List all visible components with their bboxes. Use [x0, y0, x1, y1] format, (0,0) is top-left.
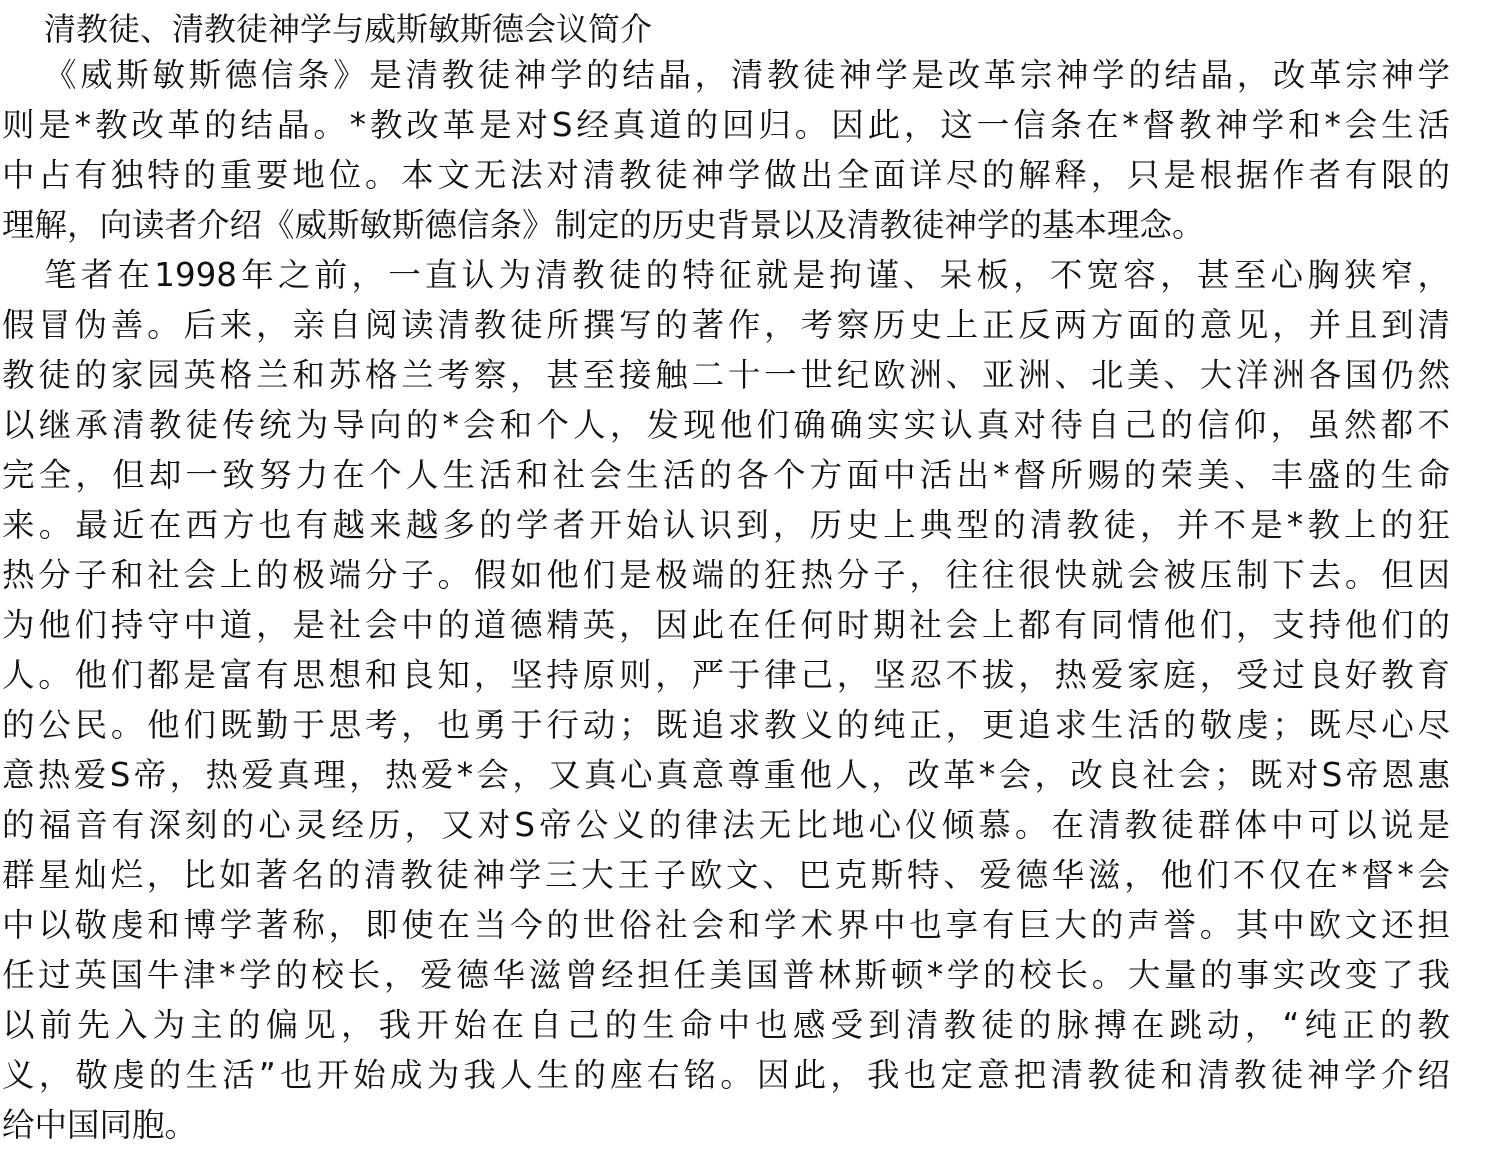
paragraph-line: 《威斯敏斯德信条》是清教徒神学的结晶，清教徒神学是改革宗神学的结晶，改革宗神学: [44, 56, 1450, 94]
paragraph-line: 来。最近在西方也有越来越多的学者开始认识到，历史上典型的清教徒，并不是*教上的狂: [2, 506, 1450, 544]
paragraph-line: 意热爱S帝，热爱真理，热爱*会，又真心真意尊重他人，改革*会，改良社会；既对S帝恩惠: [2, 756, 1450, 794]
paragraph-line: 人。他们都是富有思想和良知，坚持原则，严于律己，坚忍不拔，热爱家庭，受过良好教育: [2, 656, 1450, 694]
paragraph-line: 理解，向读者介绍《威斯敏斯德信条》制定的历史背景以及清教徒神学的基本理念。: [2, 206, 1205, 244]
paragraph-line: 义，敬虔的生活”也开始成为我人生的座右铭。因此，我也定意把清教徒和清教徒神学介绍: [2, 1056, 1450, 1094]
paragraph-line: 则是*教改革的结晶。*教改革是对S经真道的回归。因此，这一信条在*督教神学和*会生活: [2, 106, 1450, 144]
paragraph-line: 中占有独特的重要地位。本文无法对清教徒神学做出全面详尽的解释，只是根据作者有限的: [2, 156, 1450, 194]
document-title: 清教徒、清教徒神学与威斯敏斯德会议简介: [44, 10, 653, 48]
paragraph-line: 的福音有深刻的心灵经历，又对S帝公义的律法无比地心仪倾慕。在清教徒群体中可以说是: [2, 806, 1450, 844]
paragraph-line: 热分子和社会上的极端分子。假如他们是极端的狂热分子，往往很快就会被压制下去。但因: [2, 556, 1450, 594]
paragraph-line: 的公民。他们既勤于思考，也勇于行动；既追求教义的纯正，更追求生活的敬虔；既尽心尽: [2, 706, 1450, 744]
paragraph-line: 笔者在1998年之前，一直认为清教徒的特征就是拘谨、呆板，不宽容，甚至心胸狭窄，: [44, 256, 1450, 294]
paragraph-line: 群星灿烂，比如著名的清教徒神学三大王子欧文、巴克斯特、爱德华滋，他们不仅在*督*会: [2, 856, 1450, 894]
paragraph-line: 以前先入为主的偏见，我开始在自己的生命中也感受到清教徒的脉搏在跳动，“纯正的教: [2, 1006, 1450, 1044]
paragraph-line: 中以敬虔和博学著称，即使在当今的世俗社会和学术界中也享有巨大的声誉。其中欧文还担: [2, 906, 1450, 944]
paragraph-line: 给中国同胞。: [2, 1106, 198, 1144]
paragraph-line: 任过英国牛津*学的校长，爱德华滋曾经担任美国普林斯顿*学的校长。大量的事实改变了我: [2, 956, 1450, 994]
paragraph-line: 假冒伪善。后来，亲自阅读清教徒所撰写的著作，考察历史上正反两方面的意见，并且到清: [2, 306, 1450, 344]
paragraph-line: 完全，但却一致努力在个人生活和社会生活的各个方面中活出*督所赐的荣美、丰盛的生命: [2, 456, 1450, 494]
paragraph-line: 以继承清教徒传统为导向的*会和个人，发现他们确确实实认真对待自己的信仰，虽然都不: [2, 406, 1450, 444]
paragraph-line: 教徒的家园英格兰和苏格兰考察，甚至接触二十一世纪欧洲、亚洲、北美、大洋洲各国仍然: [2, 356, 1450, 394]
paragraph-line: 为他们持守中道，是社会中的道德精英，因此在任何时期社会上都有同情他们，支持他们的: [2, 606, 1450, 644]
